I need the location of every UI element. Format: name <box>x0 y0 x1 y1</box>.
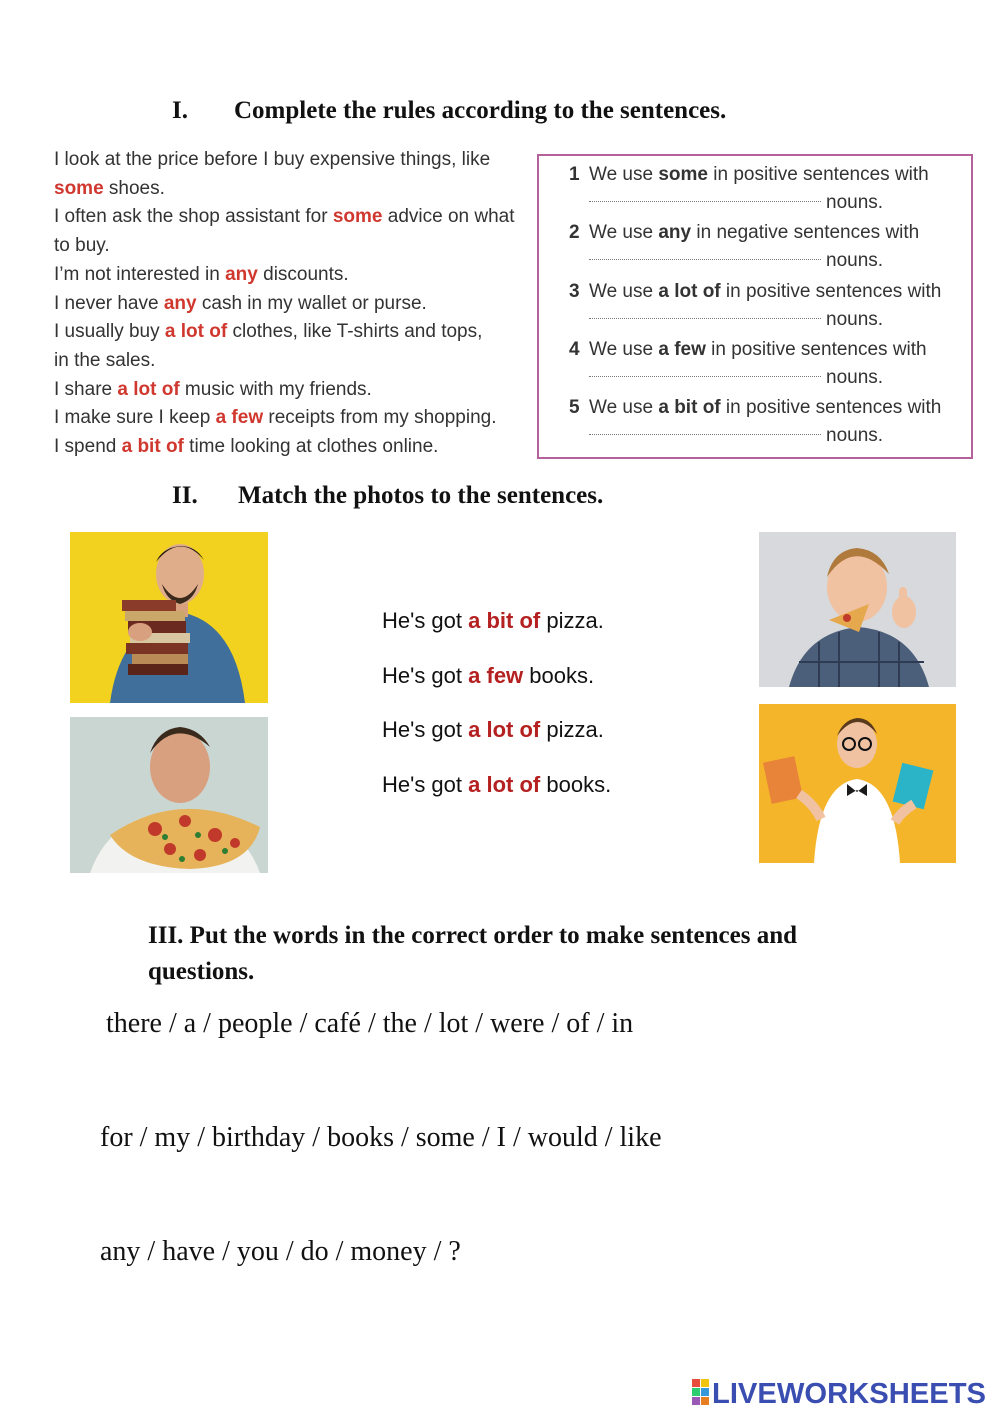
photo-man-with-books <box>70 532 268 703</box>
example-sentence-line <box>54 376 534 405</box>
example-sentence-line <box>54 290 534 319</box>
rule-number: 3 <box>569 280 580 302</box>
rule-text-post: in positive sentences with <box>720 280 942 302</box>
rule-text-pre: We use <box>589 280 659 302</box>
match-sentence[interactable] <box>382 768 611 823</box>
rule-text-post: in positive sentences with <box>705 338 927 360</box>
rule-tail: nouns. <box>826 308 884 330</box>
example-sentence-line <box>54 232 534 261</box>
scrambled-sentence-1: there / a / people / café / the / lot / were / of / in <box>106 1008 634 1039</box>
sentence-text: I make sure I keep <box>54 407 216 429</box>
section-1-number: I. <box>172 97 188 124</box>
answer-blank[interactable] <box>589 259 821 260</box>
sentence-text: He's got <box>382 662 469 688</box>
example-sentence-line <box>54 347 534 376</box>
section-3-heading: III. Put the words in the correct order to make sentences and questions. <box>148 922 797 985</box>
quantifier-keyword: any <box>163 292 197 314</box>
sentence-text: I look at the price before I buy expensive things, like <box>54 149 491 170</box>
rule-tail: nouns. <box>826 366 884 388</box>
rules-box <box>537 154 973 459</box>
example-sentences <box>54 146 534 462</box>
sentence-text: I’m not interested in <box>54 263 226 285</box>
sentence-text: He's got <box>382 771 469 797</box>
quantifier-keyword: a few <box>215 407 264 429</box>
section-2-title: Match the photos to the sentences. <box>238 482 604 509</box>
rule-text-post: in positive sentences with <box>708 164 929 185</box>
answer-blank[interactable] <box>589 318 821 319</box>
rule-text-post: in positive sentences with <box>720 397 942 419</box>
sentence-text: clothes, like T-shirts and tops, <box>227 321 483 343</box>
match-sentence[interactable] <box>382 604 611 659</box>
answer-blank[interactable] <box>589 201 821 202</box>
section-2-number: II. <box>172 482 198 509</box>
rule-keyword: some <box>658 164 708 185</box>
sentence-text: I spend <box>54 436 122 458</box>
logo-text: LIVEWORKSHEETS <box>712 1378 986 1407</box>
rule-text <box>589 222 919 244</box>
sentence-text: I often ask the shop assistant for <box>54 206 333 228</box>
sentence-text: receipts from my shopping. <box>263 407 497 429</box>
quantifier-keyword: a lot of <box>117 378 180 400</box>
match-sentences <box>382 604 611 822</box>
sentence-text: He's got <box>382 717 469 742</box>
sentence-text: books. <box>540 771 612 797</box>
sentence-text: He's got <box>382 608 469 633</box>
sentence-text: pizza. <box>540 608 604 633</box>
scrambled-sentence-2: for / my / birthday / books / some / I / would / like <box>100 1122 662 1153</box>
rule-text-pre: We use <box>589 397 659 419</box>
rule-text-post: in negative sentences with <box>691 222 920 244</box>
section-1-title: Complete the rules according to the sentences. <box>234 97 727 124</box>
section-1-heading <box>172 97 726 125</box>
rule-number: 2 <box>569 222 580 244</box>
sentence-text: in the sales. <box>54 349 156 371</box>
scrambled-sentence-3: any / have / you / do / money / ? <box>100 1236 461 1267</box>
match-sentence[interactable] <box>382 713 611 768</box>
example-sentence-line <box>54 433 534 462</box>
sentence-text: advice on what <box>382 206 515 228</box>
sentence-text: books. <box>523 662 595 688</box>
photo-boy-with-two-books <box>759 704 956 863</box>
quantifier-keyword: a lot of <box>468 717 541 742</box>
answer-blank[interactable] <box>589 434 821 435</box>
rule-text-pre: We use <box>589 338 659 360</box>
sentence-text: to buy. <box>54 235 110 257</box>
quantifier-keyword: a bit of <box>468 608 541 633</box>
photo-man-eating-pizza <box>70 717 268 873</box>
rule-text-pre: We use <box>589 164 659 185</box>
rule-tail: nouns. <box>826 425 884 447</box>
example-sentence-line <box>54 146 534 175</box>
sentence-text: time looking at clothes online. <box>183 436 439 458</box>
sentence-text: discounts. <box>257 263 349 285</box>
logo-mark-icon <box>692 1379 709 1405</box>
quantifier-keyword: any <box>225 263 258 285</box>
match-sentence[interactable] <box>382 659 611 714</box>
section-2-heading <box>172 482 603 510</box>
rule-tail: nouns. <box>826 192 884 213</box>
quantifier-keyword: a few <box>468 662 524 688</box>
sentence-text: I share <box>54 378 118 400</box>
answer-blank[interactable] <box>589 376 821 377</box>
rule-tail: nouns. <box>826 250 884 272</box>
rule-number: 4 <box>569 338 580 360</box>
rule-number: 5 <box>569 397 580 419</box>
liveworksheets-logo <box>692 1375 988 1407</box>
quantifier-keyword: some <box>54 177 104 199</box>
sentence-text: pizza. <box>540 717 604 742</box>
quantifier-keyword: a bit of <box>121 436 184 458</box>
sentence-text: shoes. <box>103 177 165 199</box>
sentence-text: I usually buy <box>54 321 165 343</box>
rule-keyword: a bit of <box>658 397 721 419</box>
example-sentence-line <box>54 318 534 347</box>
sentence-text: cash in my wallet or purse. <box>196 292 427 314</box>
example-sentence-line <box>54 261 534 290</box>
rule-keyword: a lot of <box>658 280 721 302</box>
rule-text <box>589 164 929 186</box>
rule-number: 1 <box>569 164 580 185</box>
quantifier-keyword: a lot of <box>468 771 541 797</box>
quantifier-keyword: some <box>332 206 383 228</box>
rule-text-pre: We use <box>589 222 659 244</box>
sentence-text: I never have <box>54 292 164 314</box>
rule-keyword: any <box>658 222 692 244</box>
example-sentence-line <box>54 203 534 232</box>
rule-text <box>589 397 941 419</box>
rule-text <box>589 281 941 303</box>
quantifier-keyword: a lot of <box>164 321 228 343</box>
example-sentence-line <box>54 175 534 204</box>
photo-boy-with-pizza-slice <box>759 532 956 687</box>
rule-keyword: a few <box>658 338 706 360</box>
sentence-text: music with my friends. <box>179 378 372 400</box>
rule-text <box>589 339 927 361</box>
example-sentence-line <box>54 404 534 433</box>
